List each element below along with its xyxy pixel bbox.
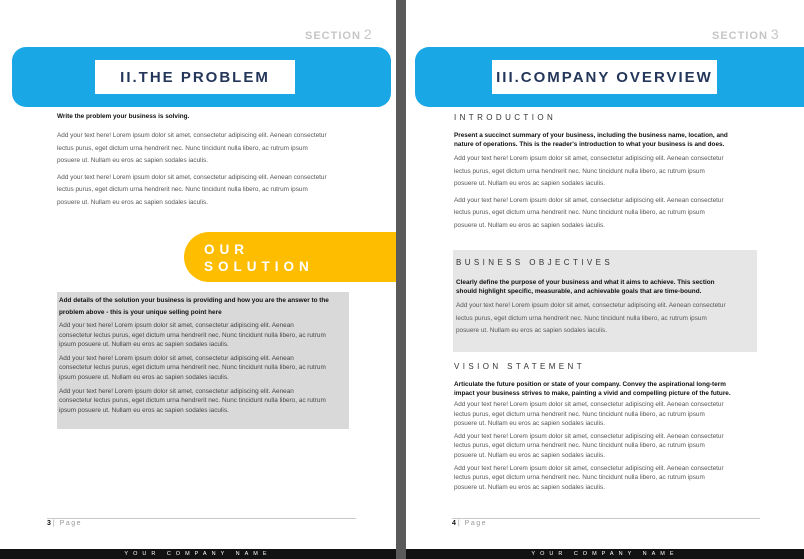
text-line: lectus purus, eget dictum urna hendrerit nec. Nunc tincidunt nulla libero, ac rutrum ipsum: [454, 209, 705, 216]
overview-title: III.COMPANY OVERVIEW: [492, 60, 717, 94]
problem-content: [57, 112, 357, 209]
text-line: Add details of the solution your business is providing and how you are the answer to the: [59, 297, 329, 304]
text-line: ipsum posuere ut. Nullam eu eros ac sapien sodales iaculis.: [59, 373, 229, 381]
text-line: posuere ut. Nullam eu eros ac sapien sodales iaculis.: [57, 198, 208, 206]
section-number: 3: [770, 26, 780, 42]
overview-banner: [415, 47, 804, 107]
text-line: posuere ut. Nullam eu eros ac sapien sodales iaculis.: [456, 327, 607, 334]
text-line: posuere ut. Nullam eu eros ac sapien sodales iaculis.: [454, 420, 605, 428]
page-word: | Page: [457, 520, 488, 527]
objectives-heading: BUSINESS OBJECTIVES: [456, 258, 614, 267]
objectives-intro: [456, 278, 756, 296]
section-label: [305, 26, 373, 42]
page-number: [452, 520, 487, 527]
problem-title: II.THE PROBLEM: [95, 60, 295, 94]
problem-intro: Write the problem your business is solving.: [57, 113, 190, 120]
objectives-content: [456, 278, 756, 338]
introduction-heading: INTRODUCTION: [454, 113, 557, 122]
text-line: consectetur lectus purus, eget dictum urna hendrerit nec. Nunc tincidunt nulla libero, ac rutrum: [59, 331, 326, 339]
vision-paragraph: [454, 464, 754, 493]
objectives-box: [453, 250, 757, 352]
text-line: Articulate the future position or state of your company. Convey the aspirational long-term: [454, 381, 726, 388]
page-4: [406, 0, 804, 559]
text-line: lectus purus, eget dictum urna hendrerit nec. Nunc tincidunt nulla libero, ac rutrum ipsum: [454, 474, 705, 482]
text-line: lectus purus, eget dictum urna hendrerit nec. Nunc tincidunt nulla libero, ac rutrum ipsum: [454, 442, 705, 450]
text-line: lectus purus, eget dictum urna hendrerit nec. Nunc tincidunt nulla libero, ac rutrum ipsum: [454, 167, 705, 175]
page-word: | Page: [52, 520, 83, 527]
vision-heading: VISION STATEMENT: [454, 362, 585, 371]
introduction-paragraph: [454, 195, 754, 233]
text-line: Add your text here! Lorem ipsum dolor sit amet, consectetur adipiscing elit. Aenean: [59, 322, 294, 329]
text-line: Clearly define the purpose of your business and what it aims to achieve. This section: [456, 279, 715, 286]
section-label-text: SECTION: [305, 30, 361, 42]
text-line: problem above - this is your unique selling point here: [59, 309, 222, 316]
problem-paragraph: [57, 172, 357, 210]
vision-paragraph: [454, 432, 754, 461]
problem-banner: [12, 47, 391, 107]
text-line: impact your business strives to make, painting a vivid and compelling picture of the future.: [454, 390, 731, 397]
text-line: Add your text here! Lorem ipsum dolor sit amet, consectetur adipiscing elit. Aenean consectetur: [454, 432, 724, 440]
text-line: Add your text here! Lorem ipsum dolor sit amet, consectetur adipiscing elit. Aenean consectetur: [454, 196, 724, 204]
introduction-intro: [454, 131, 754, 149]
page-number-value: 3: [47, 520, 51, 527]
text-line: posuere ut. Nullam eu eros ac sapien sodales iaculis.: [454, 483, 605, 491]
text-line: Add your text here! Lorem ipsum dolor sit amet, consectetur adipiscing elit. Aenean consectetur: [454, 464, 724, 472]
problem-paragraph: [57, 130, 357, 168]
text-line: posuere ut. Nullam eu eros ac sapien sodales iaculis.: [454, 180, 605, 187]
solution-paragraph: [59, 354, 347, 383]
text-line: lectus purus, eget dictum urna hendrerit nec. Nunc tincidunt nulla libero, ac rutrum ipsum: [57, 144, 308, 152]
solution-box: [57, 292, 349, 429]
text-line: Add your text here! Lorem ipsum dolor sit amet, consectetur adipiscing elit. Aenean consectetur: [456, 302, 726, 309]
text-line: should highlight specific, measurable, and achievable goals that are time-bound.: [456, 288, 702, 295]
text-line: posuere ut. Nullam eu eros ac sapien sodales iaculis.: [57, 157, 208, 164]
solution-title-line2: SOLUTION: [204, 259, 314, 274]
vision-intro: [454, 380, 754, 398]
text-line: lectus purus, eget dictum urna hendrerit nec. Nunc tincidunt nulla libero, ac rutrum ipsum: [456, 314, 707, 322]
introduction-paragraph: [454, 153, 754, 191]
introduction-content: [454, 131, 754, 232]
text-line: Present a succinct summary of your business, including the business name, location, and: [454, 132, 728, 139]
text-line: posuere ut. Nullam eu eros ac sapien sodales iaculis.: [454, 221, 605, 229]
objectives-paragraph: [456, 300, 756, 338]
solution-title-line1: OUR: [204, 242, 249, 257]
text-line: Add your text here! Lorem ipsum dolor sit amet, consectetur adipiscing elit. Aenean: [59, 354, 294, 362]
solution-banner: [184, 232, 396, 282]
solution-paragraph: [59, 387, 347, 416]
text-line: Add your text here! Lorem ipsum dolor sit amet, consectetur adipiscing elit. Aenean consectetur: [454, 155, 724, 162]
text-line: Add your text here! Lorem ipsum dolor sit amet, consectetur adipiscing elit. Aenean consectetur: [57, 132, 327, 139]
page-number: [47, 520, 82, 527]
text-line: lectus purus, eget dictum urna hendrerit nec. Nunc tincidunt nulla libero, ac rutrum ipsum: [454, 410, 705, 418]
text-line: posuere ut. Nullam eu eros ac sapien sodales iaculis.: [454, 451, 605, 459]
text-line: Add your text here! Lorem ipsum dolor sit amet, consectetur adipiscing elit. Aenean consectetur: [57, 173, 327, 181]
footer-company-name: YOUR COMPANY NAME: [406, 549, 804, 559]
text-line: ipsum posuere ut. Nullam eu eros ac sapien sodales iaculis.: [59, 341, 229, 349]
text-line: nature of operations. This is the reader's introduction to what your business is and does.: [454, 141, 725, 148]
vision-content: [454, 380, 754, 492]
solution-title: [204, 241, 314, 275]
text-line: consectetur lectus purus, eget dictum urna hendrerit nec. Nunc tincidunt nulla libero, ac rutrum: [59, 397, 326, 405]
solution-intro: [59, 295, 347, 319]
text-line: Add your text here! Lorem ipsum dolor sit amet, consectetur adipiscing elit. Aenean consectetur: [454, 401, 724, 408]
text-line: ipsum posuere ut. Nullam eu eros ac sapien sodales iaculis.: [59, 406, 229, 414]
footer-company-name: YOUR COMPANY NAME: [0, 549, 396, 559]
section-number: 2: [363, 26, 373, 42]
section-label: [712, 26, 780, 42]
page-3: [0, 0, 396, 559]
text-line: Add your text here! Lorem ipsum dolor sit amet, consectetur adipiscing elit. Aenean: [59, 387, 294, 395]
section-label-text: SECTION: [712, 30, 768, 42]
footer-divider: [47, 518, 356, 519]
text-line: lectus purus, eget dictum urna hendrerit nec. Nunc tincidunt nulla libero, ac rutrum ipsum: [57, 186, 308, 193]
footer-divider: [452, 518, 760, 519]
text-line: consectetur lectus purus, eget dictum urna hendrerit nec. Nunc tincidunt nulla libero, ac rutrum: [59, 364, 326, 372]
solution-paragraph: [59, 321, 347, 350]
vision-paragraph: [454, 400, 754, 429]
page-number-value: 4: [452, 520, 456, 527]
